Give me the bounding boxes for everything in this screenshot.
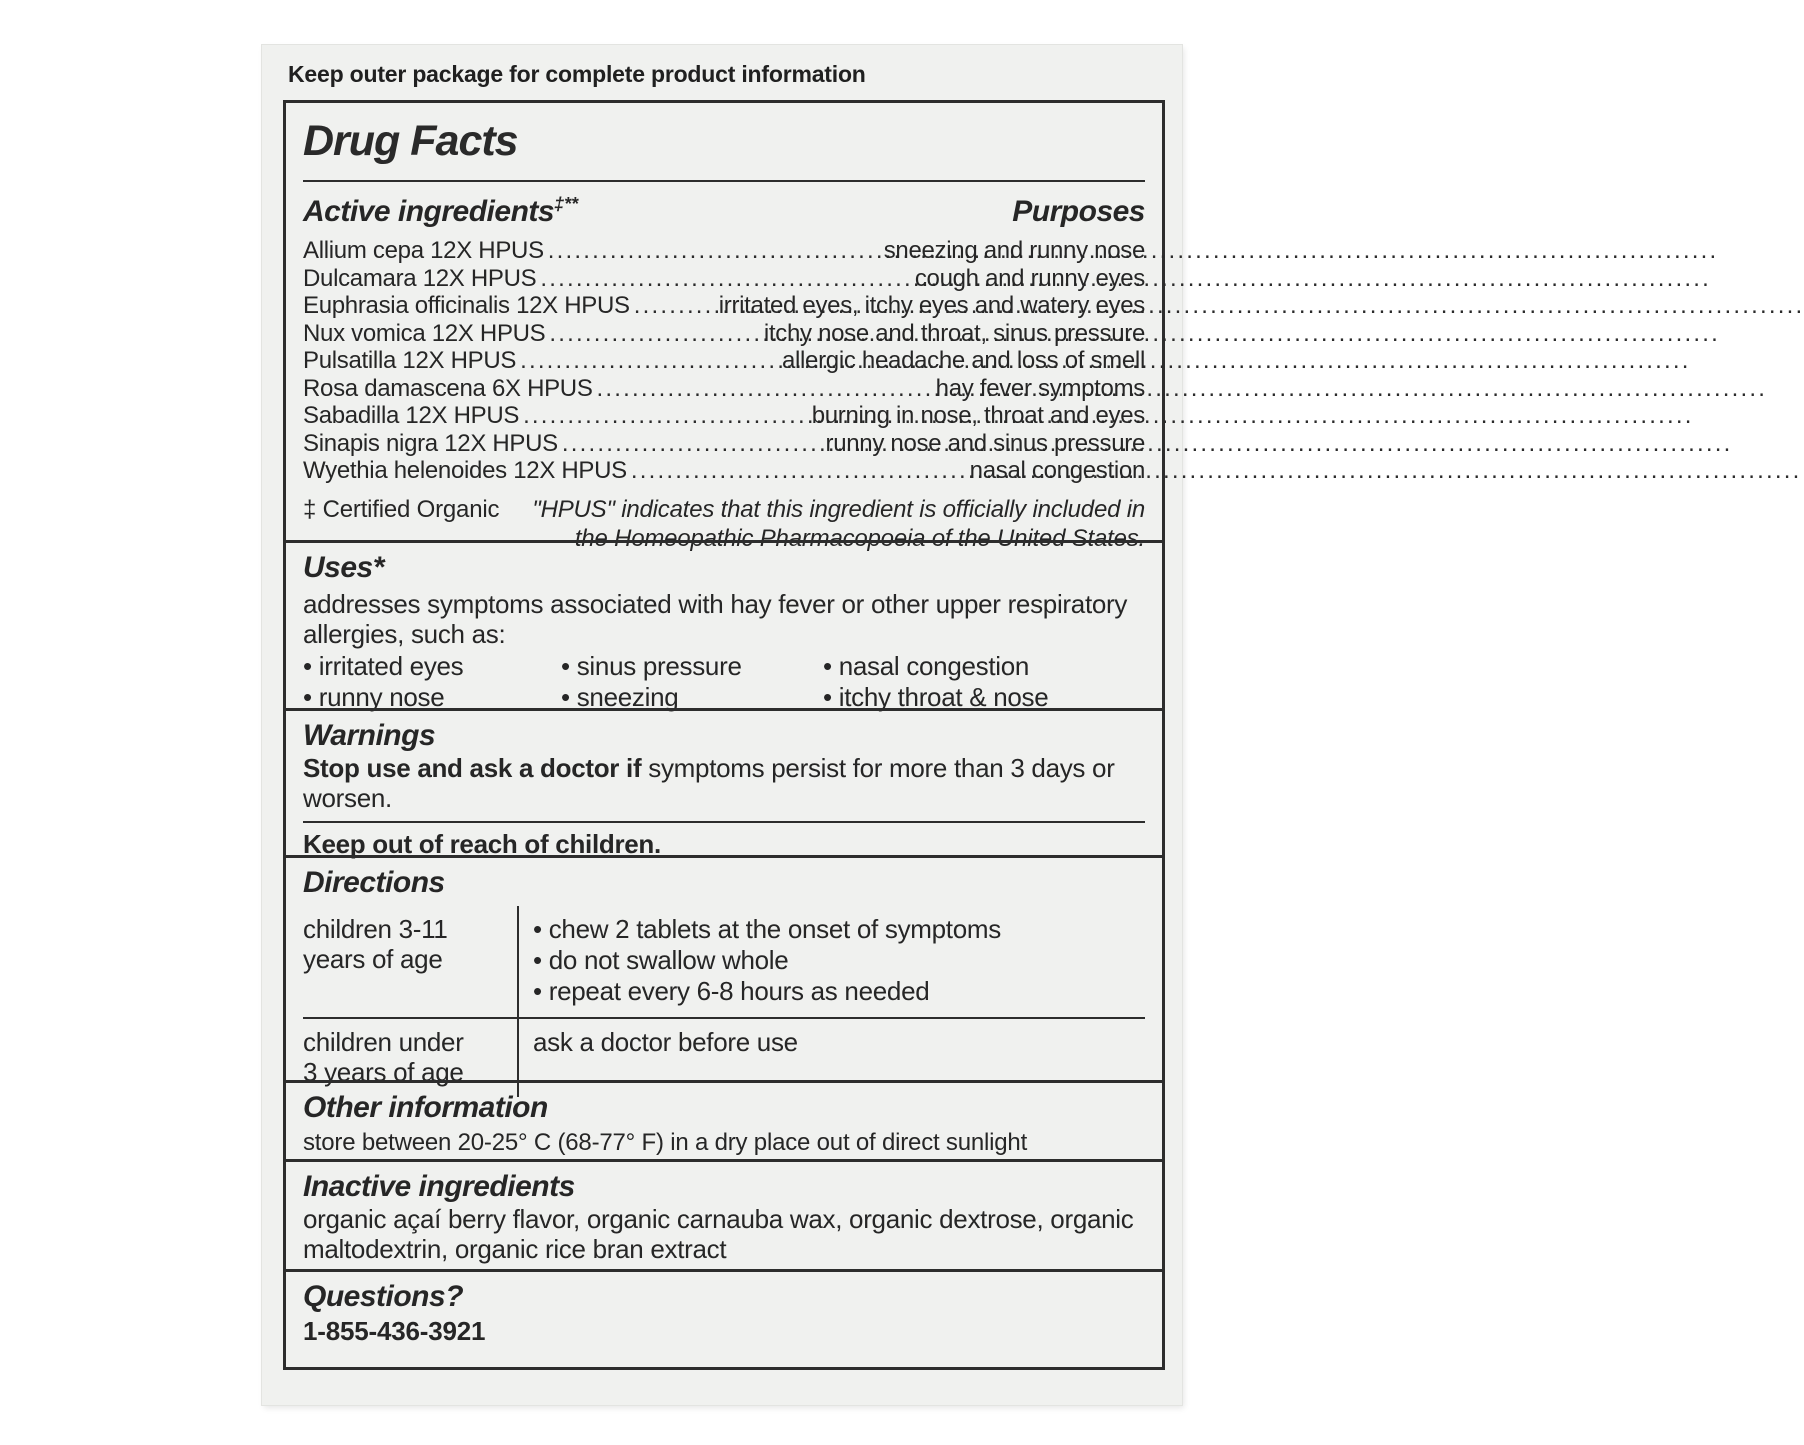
questions-heading: Questions? <box>303 1280 464 1314</box>
ingredient-row <box>303 292 1145 320</box>
keep-outer-package-note: Keep outer package for complete product information <box>288 61 866 87</box>
uses-heading: Uses* <box>303 551 384 584</box>
ingredient-row <box>303 237 1145 265</box>
uses-bullet: • itchy throat & nose <box>823 682 1145 713</box>
active-ingredients-heading: Active ingredients‡** <box>303 194 579 228</box>
uses-bullet: • nasal congestion <box>823 651 1145 682</box>
directions-table <box>303 906 1145 1097</box>
footnote-marks: ‡** <box>554 194 579 214</box>
ingredient-list <box>303 237 1145 485</box>
ingredient-name: Dulcamara 12X HPUS <box>303 264 537 292</box>
dot-leader <box>548 237 880 265</box>
dot-leader <box>549 320 759 348</box>
ingredient-row <box>303 430 1145 458</box>
ingredient-name: Sinapis nigra 12X HPUS <box>303 429 558 457</box>
dot-leader <box>634 292 715 320</box>
drug-facts-box <box>283 100 1165 1370</box>
ingredient-name: Sabadilla 12X HPUS <box>303 402 520 429</box>
section-directions <box>286 855 1162 1087</box>
dot-leader <box>631 457 966 485</box>
uses-bullet: • sinus pressure <box>561 651 823 682</box>
drug-facts-title: Drug Facts <box>303 117 518 165</box>
direction-bullet: • do not swallow whole <box>533 945 1145 976</box>
direction-bullet: • repeat every 6-8 hours as needed <box>533 976 1145 1007</box>
ingredient-purpose: irritated eyes, itchy eyes and watery eyes <box>718 292 1145 319</box>
section-other-information <box>286 1080 1162 1159</box>
directions-heading: Directions <box>303 866 445 899</box>
section-inactive-ingredients <box>286 1159 1162 1269</box>
storage-instructions: store between 20-25° C (68-77° F) in a dry place out of direct sunlight <box>303 1129 1028 1156</box>
uses-bullet: • runny nose <box>303 682 561 713</box>
directions-row-children-3-11 <box>303 906 1145 1017</box>
uses-intro: addresses symptoms associated with hay fever or other upper respiratory allergies, such as: <box>303 589 1128 649</box>
inactive-ingredients-list: organic açaí berry flavor, organic carnauba wax, organic dextrose, organic maltodextrin, organic rice bran extract <box>303 1204 1134 1265</box>
dot-leader <box>540 265 910 293</box>
uses-bullet-grid <box>303 651 1145 713</box>
certified-organic-note: ‡ Certified Organic <box>303 495 500 523</box>
stop-use-rest: symptoms persist for more than 3 days or worsen. <box>303 753 1115 813</box>
hpus-definition-line2: the Homeopathic Pharmacopoeia of the United States. <box>574 524 1145 552</box>
section-questions <box>286 1269 1162 1367</box>
section-active-ingredients <box>286 103 1162 552</box>
dosage-instructions: ask a doctor before use <box>517 1019 1145 1097</box>
section-warnings <box>286 708 1162 859</box>
ingredient-row <box>303 457 1145 485</box>
ingredient-purpose: hay fever symptoms <box>935 374 1145 402</box>
keep-out-of-reach: Keep out of reach of children. <box>303 829 661 859</box>
title-rule <box>303 180 1145 182</box>
ingredient-row <box>303 347 1145 375</box>
ingredient-name: Allium cepa 12X HPUS <box>303 237 544 264</box>
ingredient-name: Pulsatilla 12X HPUS <box>303 347 517 374</box>
ingredient-purpose: cough and runny eyes <box>914 264 1145 292</box>
dot-leader <box>523 402 808 430</box>
ingredient-purpose: nasal congestion <box>969 457 1145 484</box>
ingredient-name: Euphrasia officinalis 12X HPUS <box>303 292 630 319</box>
ingredient-purpose: itchy nose and throat, sinus pressure <box>763 319 1145 347</box>
dot-leader <box>520 347 778 375</box>
ingredient-purpose: runny nose and sinus pressure <box>825 429 1145 457</box>
warnings-text <box>303 753 1145 813</box>
section-uses <box>286 540 1162 712</box>
hpus-definition-line1: "HPUS" indicates that this ingredient is officially included in <box>532 495 1145 523</box>
purposes-heading: Purposes <box>1012 195 1145 228</box>
ingredient-purpose: sneezing and runny nose <box>883 237 1145 264</box>
dot-leader <box>562 430 822 458</box>
age-group: children under 3 years of age <box>303 1027 464 1087</box>
warnings-heading: Warnings <box>303 719 436 752</box>
uses-bullet: • sneezing <box>561 682 823 713</box>
ingredient-name: Rosa damascena 6X HPUS <box>303 374 593 402</box>
warnings-divider <box>303 821 1145 823</box>
inactive-ingredients-heading: Inactive ingredients <box>303 1170 575 1204</box>
ingredient-row <box>303 375 1145 403</box>
ingredient-row <box>303 265 1145 293</box>
ingredient-purpose: allergic headache and loss of smell <box>781 347 1145 374</box>
ingredient-purpose: burning in nose, throat and eyes <box>811 402 1145 429</box>
active-purposes-header <box>303 194 1145 229</box>
package-panel <box>262 45 1182 1405</box>
stop-use-lead: Stop use and ask a doctor if <box>303 753 642 783</box>
dosage-instructions <box>517 906 1145 1017</box>
dot-leader <box>597 375 932 403</box>
ingredient-row <box>303 402 1145 430</box>
questions-phone-number: 1-855-436-3921 <box>303 1316 486 1347</box>
direction-bullet: • chew 2 tablets at the onset of symptoms <box>533 914 1145 945</box>
ingredient-name: Wyethia helenoides 12X HPUS <box>303 457 627 484</box>
other-information-heading: Other information <box>303 1091 548 1124</box>
ingredient-name: Nux vomica 12X HPUS <box>303 319 546 347</box>
ingredient-row <box>303 320 1145 348</box>
uses-bullet: • irritated eyes <box>303 651 561 682</box>
age-group: children 3-11 years of age <box>303 914 448 974</box>
